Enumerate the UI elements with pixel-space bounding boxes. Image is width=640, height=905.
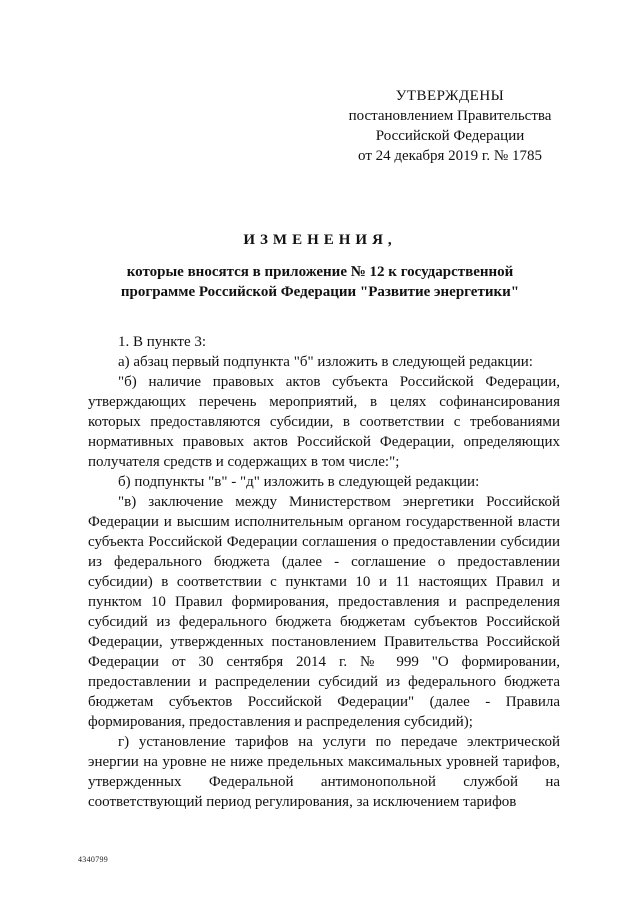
document-subheading: которые вносятся в приложение № 12 к государственной программе Российской Федерации "Развитие энергетики" [120, 264, 520, 300]
approval-line-3: от 24 декабря 2019 г. № 1785 [358, 148, 542, 164]
paragraph-b-quote: "б) наличие правовых актов субъекта Российской Федерации, утверждающих перечень мероприятий, в целях софинансирования которых предоставляются субсидии, в соответствии с требованиями нормативных правовых актов Российской Федерации, определяющих получателя средств и содержащих в том числе:"; [88, 374, 560, 470]
approval-line-1: постановлением Правительства [348, 108, 552, 124]
document-body [88, 332, 560, 812]
paragraph-g: г) установление тарифов на услуги по передаче электрической энергии на уровне не ниже предельных максимальных уровней тарифов, утвержденных Федеральной антимонопольной службой на соответствующий период регулирования, за исключением тарифов [88, 734, 560, 810]
approval-block [330, 86, 570, 166]
paragraph-v-quote: "в) заключение между Министерством энергетики Российской Федерации и высшим исполнительным органом государственной власти субъекта Российской Федерации соглашения о предоставлении субсидии из федерального бюджета (далее - соглашение о предоставлении субсидии) в соответствии с пунктами 10 и 11 настоящих Правил и пунктом 10 Правил формирования, предоставления и распределения субсидий из федерального бюджета бюджетам субъектов Российской Федерации, утвержденных постановлением Правительства Российской Федерации от 30 сентября 2014 г. № 999 "О формировании, предоставлении и распределении субсидий из федерального бюджета бюджетам субъектов Российской Федерации" (далее - Правила формирования, предоставления и распределения субсидий); [88, 494, 560, 730]
document-code: 4340799 [78, 855, 109, 864]
approval-line-2: Российской Федерации [375, 128, 525, 144]
approval-title: УТВЕРЖДЕНЫ [395, 88, 505, 104]
paragraph-a: а) абзац первый подпункта "б" изложить в следующей редакции: [118, 354, 533, 370]
paragraph-b: б) подпункты "в" - "д" изложить в следующей редакции: [118, 474, 480, 490]
paragraph-point-1: 1. В пункте 3: [118, 334, 207, 350]
document-heading: ИЗМЕНЕНИЯ, [243, 232, 397, 248]
